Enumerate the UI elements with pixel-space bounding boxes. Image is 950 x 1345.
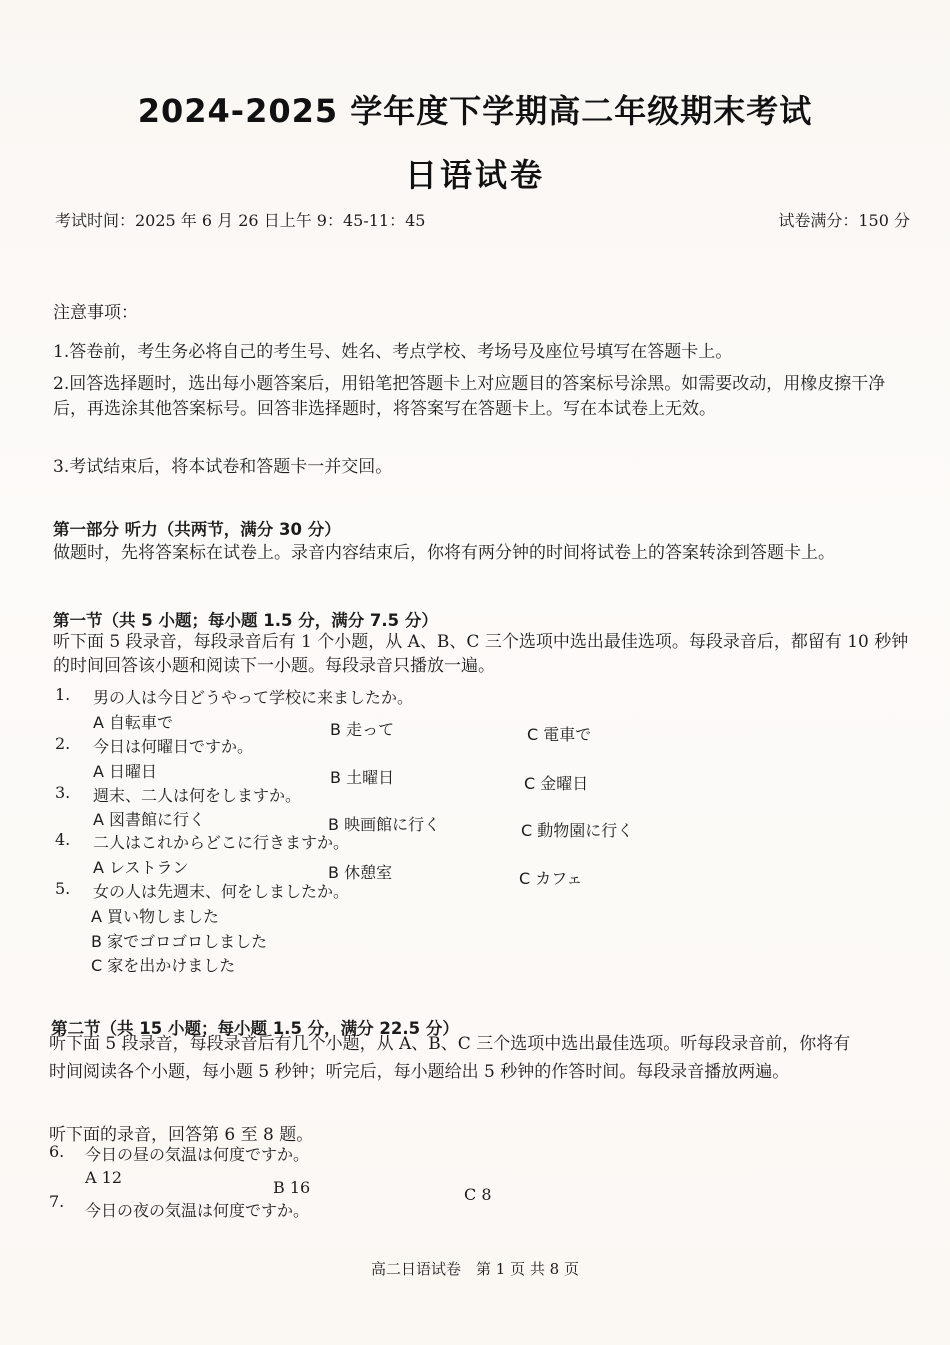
note-item: 2.回答选择题时，选出每小题答案后，用铅笔把答题卡上对应题目的答案标号涂黑。如需要改动，用橡皮擦干净后，再选涂其他答案标号。回答非选择题时，将答案写在答题卡上。写在本试卷上无效。 [53, 374, 886, 419]
option-b: B 土曜日 [330, 768, 395, 787]
option-b: B 家でゴロゴロしました [91, 932, 268, 951]
option-a: A 12 [85, 1168, 122, 1187]
option-c: C カフェ [519, 869, 583, 888]
section2-intro: 听下面 5 段录音，每段录音后有几个小题，从 A、B、C 三个选项中选出最佳选项。听每段录音前，你将有时间阅读各个小题，每小题 5 秒钟；听完后，每小题给出 5 秒钟的作答时间。每段录音播放两遍。 [49, 1034, 851, 1082]
section1-intro: 听下面 5 段录音，每段录音后有 1 个小题，从 A、B、C 三个选项中选出最佳选项。每段录音后，都留有 10 秒钟的时间回答该小题和阅读下一小题。每段录音只播放一遍。 [53, 632, 909, 676]
option-c: C 動物園に行く [521, 821, 634, 840]
section1-heading: 第一节（共 5 小题；每小题 1.5 分，满分 7.5 分） [53, 611, 438, 630]
question-text: 今日の夜の気温は何度ですか。 [85, 1201, 310, 1220]
question-text: 今日は何曜日ですか。 [93, 737, 254, 756]
question-number: 7. [49, 1192, 65, 1211]
option-c: C 金曜日 [524, 774, 589, 793]
question-number: 5. [55, 879, 71, 898]
option-b: B 走って [330, 720, 395, 739]
option-b: B 休憩室 [328, 863, 393, 882]
question-text: 今日の昼の気温は何度ですか。 [85, 1145, 310, 1164]
page-footer: 高二日语试卷 第 1 页 共 8 页 [371, 1260, 579, 1278]
question-text: 週末、二人は何をしますか。 [93, 786, 302, 805]
question-text: 二人はこれからどこに行きますか。 [93, 833, 350, 852]
question-number: 4. [55, 830, 71, 849]
notes-heading: 注意事项： [53, 303, 138, 323]
part1-heading: 第一部分 听力（共两节，满分 30 分） [53, 520, 341, 539]
exam-title: 2024-2025 学年度下学期高二年级期末考试 [137, 92, 813, 130]
question-number: 3. [55, 783, 71, 802]
note-item: 3.考试结束后，将本试卷和答题卡一并交回。 [53, 457, 393, 477]
option-c: C 8 [464, 1185, 492, 1204]
question-text: 男の人は今日どうやって学校に来ましたか。 [93, 688, 414, 707]
question-number: 6. [49, 1142, 65, 1161]
option-a: A 日曜日 [93, 762, 158, 781]
option-a: A 自転車で [93, 713, 174, 732]
option-c: C 電車で [527, 725, 592, 744]
option-a: A レストラン [93, 858, 189, 877]
section2-sub-intro: 听下面的录音，回答第 6 至 8 题。 [49, 1125, 314, 1145]
question-number: 1. [55, 685, 71, 704]
full-score: 试卷满分：150 分 [778, 211, 910, 230]
option-a: A 図書館に行く [93, 810, 206, 829]
part1-intro: 做题时，先将答案标在试卷上。录音内容结束后，你将有两分钟的时间将试卷上的答案转涂到答题卡上。 [53, 543, 835, 563]
option-a: A 買い物しました [91, 907, 220, 926]
exam-subtitle: 日语试卷 [404, 156, 545, 194]
option-b: B 16 [273, 1178, 311, 1197]
question-number: 2. [55, 734, 71, 753]
section2-heading: 第二节（共 15 小题；每小题 1.5 分，满分 22.5 分） [51, 1019, 459, 1038]
option-b: B 映画館に行く [328, 815, 441, 834]
option-c: C 家を出かけました [91, 956, 236, 975]
exam-time: 考试时间：2025 年 6 月 26 日上午 9：45-11：45 [55, 211, 426, 230]
question-text: 女の人は先週末、何をしましたか。 [93, 882, 350, 901]
note-item: 1.答卷前，考生务必将自己的考生号、姓名、考点学校、考场号及座位号填写在答题卡上。 [53, 342, 733, 362]
